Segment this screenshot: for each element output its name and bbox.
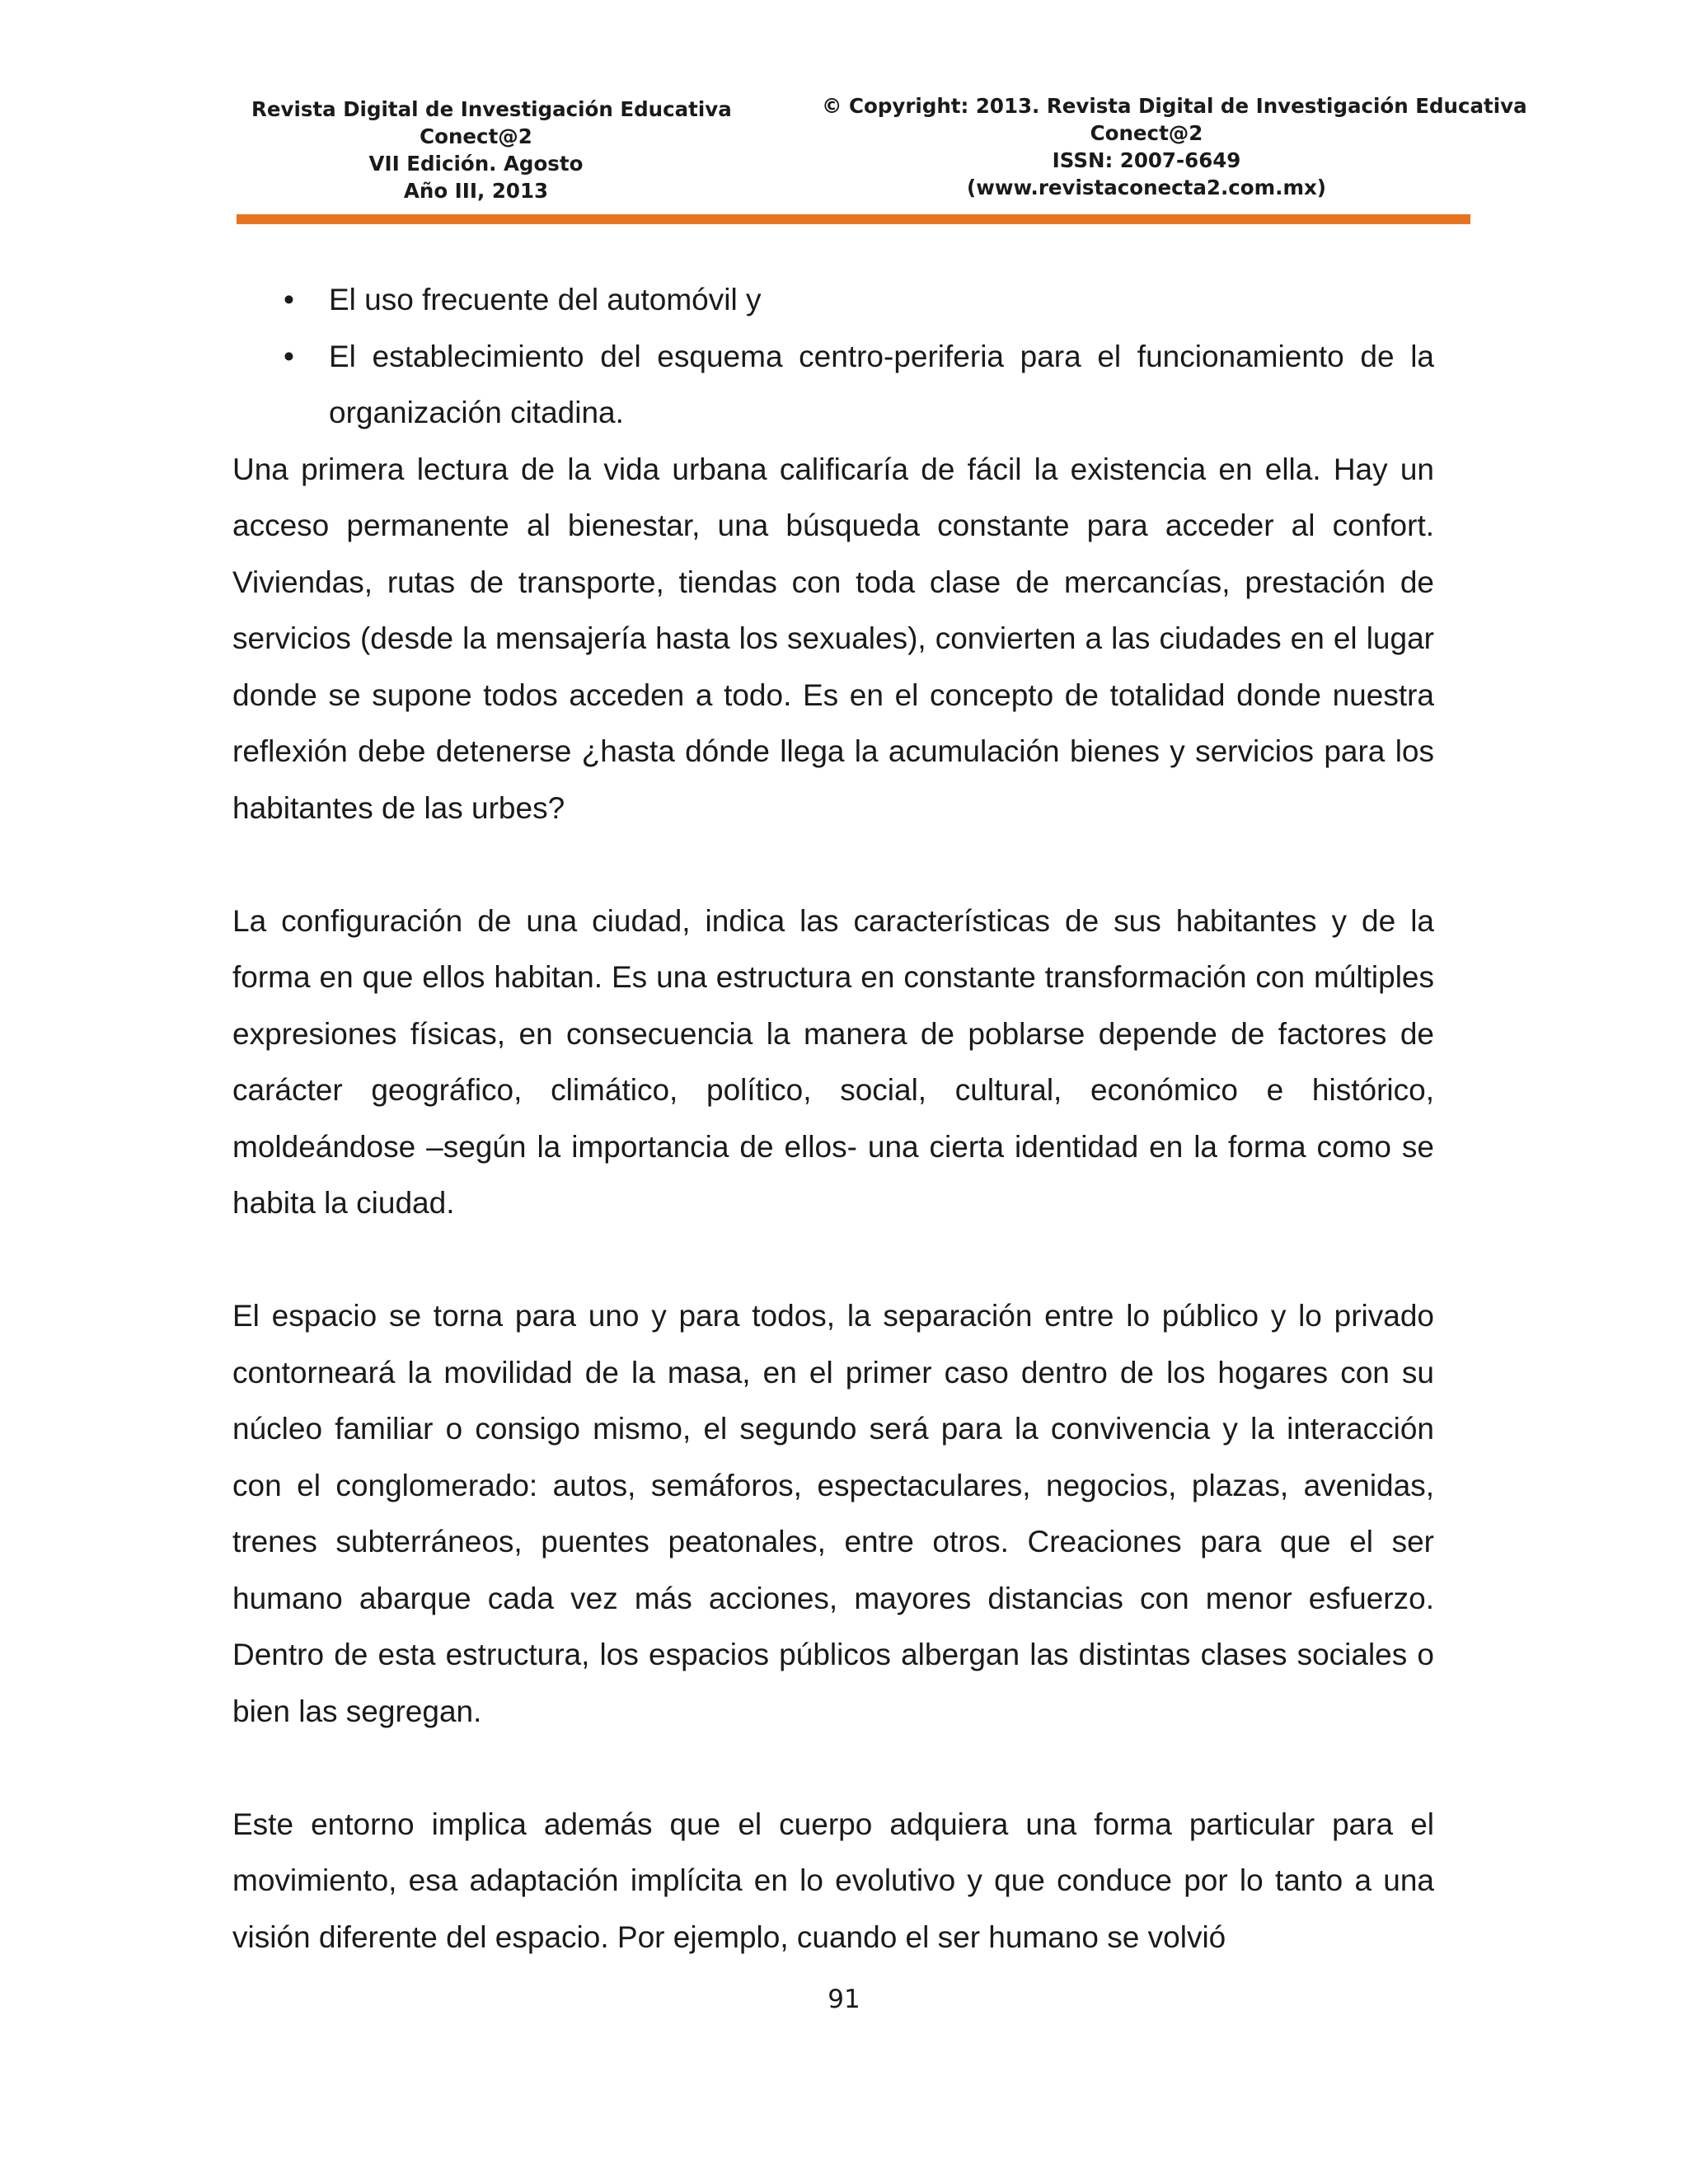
copyright-line: © Copyright: 2013. Revista Digital de Investigación Educativa <box>822 94 1527 118</box>
header-divider <box>237 214 1470 224</box>
edition-label: VII Edición. Agosto <box>368 152 584 176</box>
body-paragraph: La configuración de una ciudad, indica las características de sus habitantes y de la forma en que ellos habitan. Es una estructura en constante transformación con múltiples expresiones físicas, en consecuencia la manera de poblarse depende de factores de carácter geográfico, climático, político, social, cultural, económico e histórico, moldeándose –según la importancia de ellos- una cierta identidad en la forma como se habita la ciudad. <box>232 903 1434 1220</box>
website-url: (www.revistaconecta2.com.mx) <box>967 176 1326 199</box>
bullet-icon: • <box>284 339 294 373</box>
body-paragraph: El espacio se torna para uno y para todos, la separación entre lo público y lo privado contorneará la movilidad de la masa, en el primer caso dentro de los hogares con su núcleo familiar o consigo mismo, el segundo será para la convivencia y la interacción con el conglomerado: autos, semáforos, espectaculares, negocios, plazas, avenidas, trenes subterráneos, puentes peatonales, entre otros. Creaciones para que el ser humano abarque cada vez más acciones, mayores distancias con menor esfuerzo. Dentro de esta estructura, los espacios públicos albergan las distintas clases sociales o bien las segregan. <box>232 1299 1434 1728</box>
issn-label: ISSN: 2007-6649 <box>1052 148 1241 172</box>
journal-name: Conect@2 <box>420 124 532 148</box>
body-paragraph: Una primera lectura de la vida urbana calificaría de fácil la existencia en ella. Hay un acceso permanente al bienestar, una búsqueda constante para acceder al confort. Viviendas, rutas de transporte, tiendas con toda clase de mercancías, prestación de servicios (desde la mensajería hasta los sexuales), convierten a las ciudades en el lugar donde se supone todos acceden a todo. Es en el concepto de totalidad donde nuestra reflexión debe detenerse ¿hasta dónde llega la acumulación bienes y servicios para los habitantes de las urbes? <box>232 452 1434 825</box>
bullet-text: El uso frecuente del automóvil y <box>329 283 762 316</box>
page-number: 91 <box>828 1985 860 2014</box>
bullet-item <box>232 329 1434 442</box>
bullet-item <box>232 272 1434 329</box>
journal-title: Revista Digital de Investigación Educativa <box>251 97 732 121</box>
article-body <box>232 272 1434 1966</box>
year-label: Año III, 2013 <box>403 179 549 203</box>
copyright-block <box>822 92 1527 201</box>
bullet-text: El establecimiento del esquema centro-periferia para el funcionamiento de la organización citadina. <box>329 339 1434 429</box>
journal-name-right: Conect@2 <box>1090 121 1203 145</box>
bullet-list <box>232 272 1434 442</box>
page-header <box>235 92 1527 208</box>
journal-edition-block <box>251 96 732 204</box>
body-paragraph: Este entorno implica además que el cuerpo adquiera una forma particular para el movimiento, esa adaptación implícita en lo evolutivo y que conduce por lo tanto a una visión diferente del espacio. Por ejemplo, cuando el ser humano se volvió <box>232 1807 1434 1954</box>
bullet-icon: • <box>284 283 294 316</box>
